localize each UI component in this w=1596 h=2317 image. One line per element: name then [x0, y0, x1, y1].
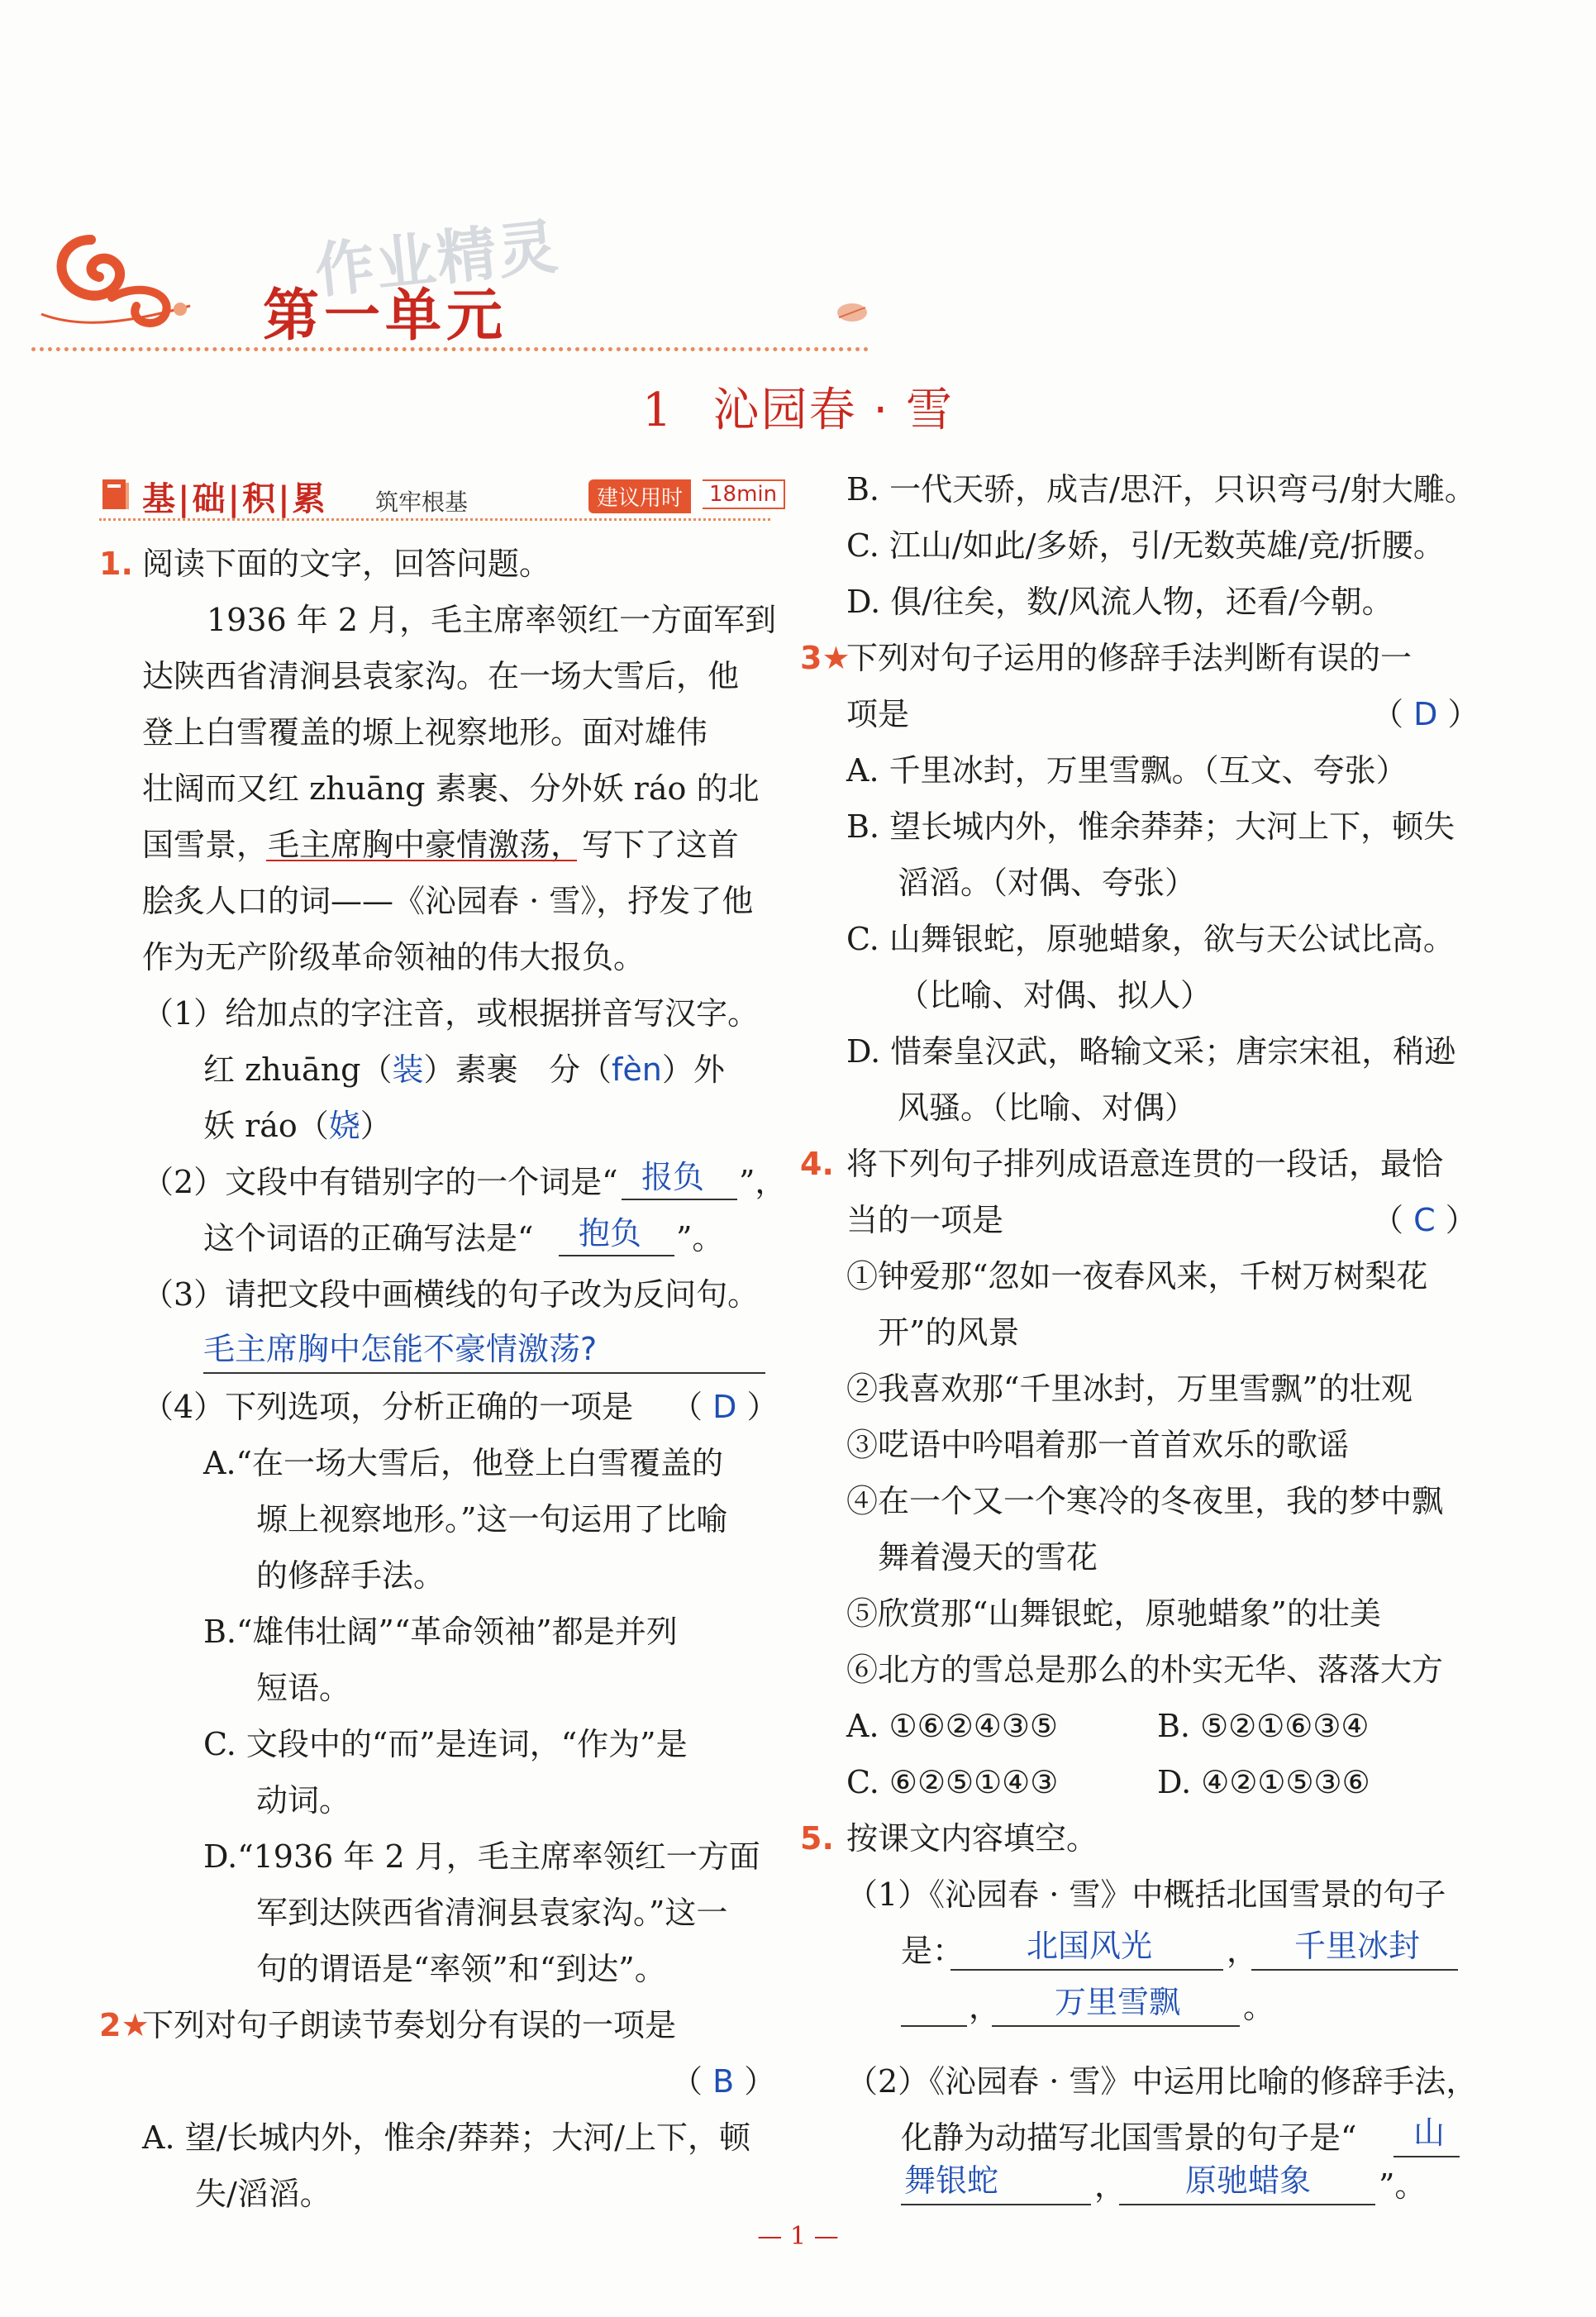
page-number: — 1 — — [757, 2222, 839, 2251]
answer-1-4: D — [712, 1389, 737, 1425]
fill-zhuang: 红 zhuāng（装）素裹 — [203, 1051, 518, 1088]
sentence-1: ①钟爱那“忽如一夜春风来，千树万树梨花 — [846, 1258, 1428, 1294]
comma: ， — [1227, 1933, 1259, 1969]
option-c: C. 山舞银蛇，原驰蜡象，欲与天公试比高。 — [846, 921, 1455, 957]
answer-blank — [622, 1199, 737, 1200]
passage-line: 脍炙人口的词——《沁园春 · 雪》，抒发了他 — [142, 883, 754, 919]
option-d: D. 俱/往矣，数/风流人物，还看/今朝。 — [846, 584, 1394, 620]
option-b-cont: 滔滔。（对偶、夸张） — [898, 865, 1197, 901]
answer-blank — [901, 2025, 967, 2027]
passage-line: 作为无产阶级革命领袖的伟大报负。 — [142, 939, 646, 975]
answer-1-3: 毛主席胸中怎能不豪情激荡? — [203, 1331, 598, 1367]
answer-blank — [1119, 2204, 1375, 2205]
question-1-4: （4）下列选项，分析正确的一项是 — [142, 1389, 634, 1425]
option-d-cont: 军到达陕西省清涧县袁家沟。”这一 — [256, 1895, 728, 1931]
answer-3-bracket: （ D ） — [1372, 696, 1479, 732]
question-1-1: （1）给加点的字注音，或根据拼音写汉字。 — [142, 995, 760, 1032]
question-2-text: 下列对句子朗读节奏划分有误的一项是 — [142, 2007, 677, 2043]
question-1-2: （2）文段中有错别字的一个词是“ — [142, 1164, 618, 1200]
answer-4: C — [1413, 1202, 1436, 1238]
question-1-2-b: 这个词语的正确写法是“ — [203, 1220, 534, 1256]
option-c-cont: （比喻、对偶、拟人） — [898, 977, 1212, 1013]
option-b: B. 一代天骄，成吉/思汗，只识弯弓/射大雕。 — [846, 471, 1476, 508]
question-4-label: 4. — [800, 1146, 834, 1182]
answer-2: B — [712, 2063, 735, 2100]
passage-line: 登上白雪覆盖的塬上视察地形。面对雄伟 — [142, 714, 708, 751]
answer-5-2-c: 原驰蜡象 — [1185, 2162, 1312, 2199]
answer-2-bracket: （ B ） — [671, 2063, 776, 2100]
question-2-label: 2★ — [99, 2007, 150, 2043]
option-c: C. ⑥②⑤①④③ — [846, 1764, 1059, 1800]
answer-blank — [559, 1255, 674, 1256]
option-a-cont: 塬上视察地形。”这一句运用了比喻 — [256, 1501, 728, 1538]
option-a: A. 望/长城内外，惟余/莽莽；大河/上下，顿 — [142, 2119, 751, 2156]
answer-5-1-b: 千里冰封 — [1294, 1928, 1421, 1964]
sentence-6: ⑥北方的雪总是那么的朴实无华、落落大方 — [846, 1652, 1444, 1688]
answer-blank — [901, 2204, 1091, 2205]
answer-blank — [950, 1969, 1223, 1971]
sentence-2: ②我喜欢那“千里冰封，万里雪飘”的壮观 — [846, 1371, 1413, 1407]
answer-4-bracket: （ C ） — [1372, 1202, 1477, 1238]
question-4-text-cont: 当的一项是 — [846, 1202, 1004, 1238]
answer-5-1-a: 北国风光 — [1027, 1928, 1153, 1964]
comma: ， — [969, 1989, 1001, 2025]
question-1-text: 阅读下面的文字，回答问题。 — [142, 546, 551, 582]
unit-title: 第一单元 — [263, 283, 508, 349]
answer-wrong-word: 报负 — [641, 1159, 705, 1195]
passage-line: 达陕西省清涧县袁家沟。在一场大雪后，他 — [142, 658, 740, 694]
comma: ， — [1094, 2167, 1127, 2204]
sentence-4: ④在一个又一个寒冷的冬夜里，我的梦中飘 — [846, 1483, 1444, 1519]
question-4-text: 将下列句子排列成语意连贯的一段话，最恰 — [846, 1146, 1444, 1182]
question-5-text: 按课文内容填空。 — [846, 1820, 1098, 1857]
quote-end: ”， — [739, 1164, 787, 1200]
option-a-cont: 的修辞手法。 — [256, 1557, 445, 1594]
section-name: 基|础|积|累 — [142, 479, 328, 518]
passage-line: 1936 年 2 月，毛主席率领红一方面军到 — [207, 602, 777, 638]
question-3-text: 下列对句子运用的修辞手法判断有误的一 — [846, 640, 1413, 676]
option-d-cont: 句的谓语是“率领”和“到达”。 — [256, 1951, 666, 1987]
option-d-cont: 风骚。（比喻、对偶） — [898, 1089, 1197, 1126]
lesson-name: 沁园春 · 雪 — [712, 384, 955, 437]
sentence-5: ⑤欣赏那“山舞银蛇，原驰蜡象”的壮美 — [846, 1595, 1381, 1632]
option-b: B. 望长城内外，惟余莽莽；大河上下，顿失 — [846, 808, 1455, 845]
passage-underline — [266, 860, 577, 861]
lesson-number: 1 — [641, 384, 674, 437]
answer-blank — [992, 2025, 1240, 2027]
quote-end: ”。 — [676, 1220, 724, 1256]
answer-line — [203, 1372, 765, 1374]
question-5-2: （2）《沁园春 · 雪》中运用比喻的修辞手法， — [846, 2063, 1478, 2100]
period: 。 — [1243, 1989, 1275, 2025]
option-a: A.“在一场大雪后，他登上白雪覆盖的 — [203, 1445, 723, 1481]
watermark: 作业精灵 — [312, 211, 563, 307]
option-d: D.“1936 年 2 月，毛主席率领红一方面 — [203, 1838, 760, 1875]
answer-blank — [1394, 2156, 1460, 2157]
answer-5-2-a: 山 — [1413, 2114, 1446, 2151]
answer-blank — [1251, 1969, 1458, 1971]
leaf-icon — [835, 299, 869, 326]
banner-underline — [99, 518, 770, 521]
answer-zhuang: 装 — [392, 1051, 424, 1088]
option-c: C. 文段中的“而”是连词，“作为”是 — [203, 1726, 688, 1762]
question-3-text-cont: 项是 — [846, 696, 910, 732]
option-b: B.“雄伟壮阔”“革命领袖”都是并列 — [203, 1614, 678, 1650]
swirl-logo-icon — [33, 215, 198, 339]
answer-5-1-c: 万里雪飘 — [1055, 1984, 1181, 2020]
option-a: A. ①⑥②④③⑤ — [846, 1708, 1058, 1744]
time-tag: 建议用时 — [588, 479, 691, 513]
option-d: D. ④②①⑤③⑥ — [1157, 1764, 1370, 1800]
answer-3: D — [1413, 696, 1438, 732]
book-icon — [99, 476, 132, 513]
question-1-label: 1. — [99, 546, 133, 582]
option-b: B. ⑤②①⑥③④ — [1157, 1708, 1370, 1744]
fill-fen: 分（fèn）外 — [549, 1051, 725, 1088]
option-a-cont: 失/滔滔。 — [195, 2176, 331, 2212]
option-c: C. 江山/如此/多娇，引/无数英雄/竞/折腰。 — [846, 527, 1445, 564]
question-5-2-cont: 化静为动描写北国雪景的句子是“ — [901, 2119, 1357, 2156]
option-c-cont: 动词。 — [256, 1782, 351, 1819]
answer-right-word: 抱负 — [579, 1215, 642, 1251]
question-3-label: 3★ — [800, 640, 850, 676]
section-banner — [99, 473, 778, 519]
option-a: A. 千里冰封，万里雪飘。（互文、夸张） — [846, 752, 1408, 789]
answer-1-4-bracket: （ D ） — [671, 1389, 779, 1425]
question-5-1: （1）《沁园春 · 雪》中概括北国雪景的句子 — [846, 1876, 1446, 1913]
question-1-3: （3）请把文段中画横线的句子改为反问句。 — [142, 1276, 760, 1313]
sentence-3: ③呓语中吟唱着那一首首欢乐的歌谣 — [846, 1427, 1350, 1463]
quote-end: ”。 — [1379, 2167, 1427, 2204]
lesson-title — [0, 374, 1596, 440]
option-d: D. 惜秦皇汉武，略输文采；唐宗宋祖，稍逊 — [846, 1033, 1456, 1070]
header-divider — [31, 347, 869, 351]
sentence-4-cont: 舞着漫天的雪花 — [878, 1539, 1098, 1576]
option-b-cont: 短语。 — [256, 1670, 351, 1706]
answer-rao: 娆 — [328, 1108, 360, 1144]
passage-line: 国雪景，毛主席胸中豪情激荡，写下了这首 — [142, 827, 740, 863]
fill-rao: 妖 ráo（娆） — [203, 1108, 392, 1144]
section-subtitle: 筑牢根基 — [375, 489, 469, 516]
time-value: 18min — [703, 479, 785, 509]
question-5-1-cont: 是： — [901, 1933, 965, 1969]
passage-line: 壮阔而又红 zhuāng 素裹、分外妖 ráo 的北 — [142, 770, 760, 807]
sentence-1-cont: 开”的风景 — [878, 1314, 1020, 1351]
answer-5-2-b: 舞银蛇 — [904, 2162, 999, 2199]
answer-fen: fèn — [612, 1051, 662, 1088]
question-5-label: 5. — [800, 1820, 834, 1857]
